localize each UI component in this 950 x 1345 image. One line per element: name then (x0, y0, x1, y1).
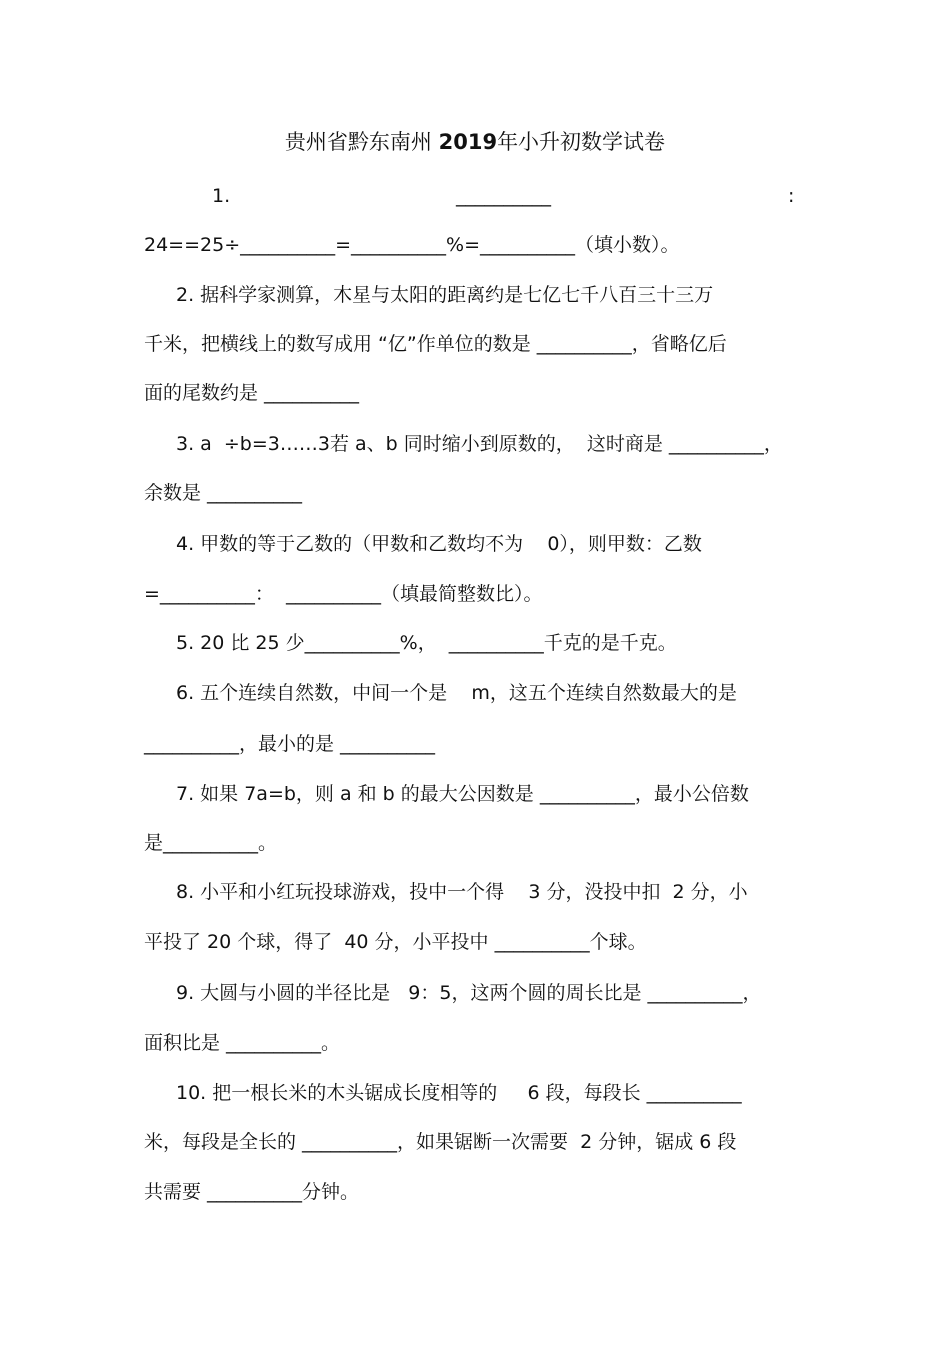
q9-line1: 9. 大圆与小圆的半径比是 9：5，这两个圆的周长比是 __________， (176, 982, 762, 1004)
q1-line2: 24==25÷__________=__________%=__________（填小数）。 (144, 234, 680, 256)
q5-line1: 5. 20 比 25 少__________%， __________千克的是千克。 (176, 632, 677, 654)
q1-colon: : (788, 185, 795, 207)
q1-number: 1. (212, 185, 231, 207)
q10-line1: 10. 把一根长米的木头锯成长度相等的 6 段，每段长 __________ (176, 1082, 742, 1104)
q2-line1: 2. 据科学家测算，木星与太阳的距离约是七亿七千八百三十三万 (176, 284, 714, 306)
q2-line2: 千米，把横线上的数写成用 “亿”作单位的数是 __________，省略亿后 (144, 333, 727, 355)
q3-line2: 余数是 __________ (144, 482, 303, 504)
q8-line1: 8. 小平和小红玩投球游戏，投中一个得 3 分，没投中扣 2 分，小 (176, 881, 748, 903)
title-year: 2019 (438, 130, 498, 154)
q2-line3: 面的尾数约是 __________ (144, 382, 360, 404)
q9-line2: 面积比是 __________。 (144, 1032, 341, 1054)
q1-blank: __________ (456, 185, 551, 207)
q7-line2: 是__________。 (144, 832, 278, 854)
q4-line1: 4. 甲数的等于乙数的（甲数和乙数均不为 0），则甲数：乙数 (176, 533, 702, 555)
q8-line2: 平投了 20 个球，得了 40 分，小平投中 __________个球。 (144, 931, 647, 953)
q4-line2: =__________： __________（填最简整数比）。 (144, 583, 543, 605)
q3-line1: 3. a ÷b=3……3若 a、b 同时缩小到原数的， 这时商是 __________， (176, 433, 783, 455)
q6-line1: 6. 五个连续自然数，中间一个是 m，这五个连续自然数最大的是 (176, 682, 737, 704)
q10-line3: 共需要 __________分钟。 (144, 1181, 360, 1203)
page-title: 贵州省黔东南州 2019年小升初数学试卷 (284, 130, 666, 154)
q7-line1: 7. 如果 7a=b，则 a 和 b 的最大公因数是 __________，最小公倍数 (176, 783, 749, 805)
q6-line2: __________，最小的是 __________ (144, 733, 436, 755)
q10-line2: 米，每段是全长的 __________，如果锯断一次需要 2 分钟，锯成 6 段 (144, 1131, 737, 1153)
